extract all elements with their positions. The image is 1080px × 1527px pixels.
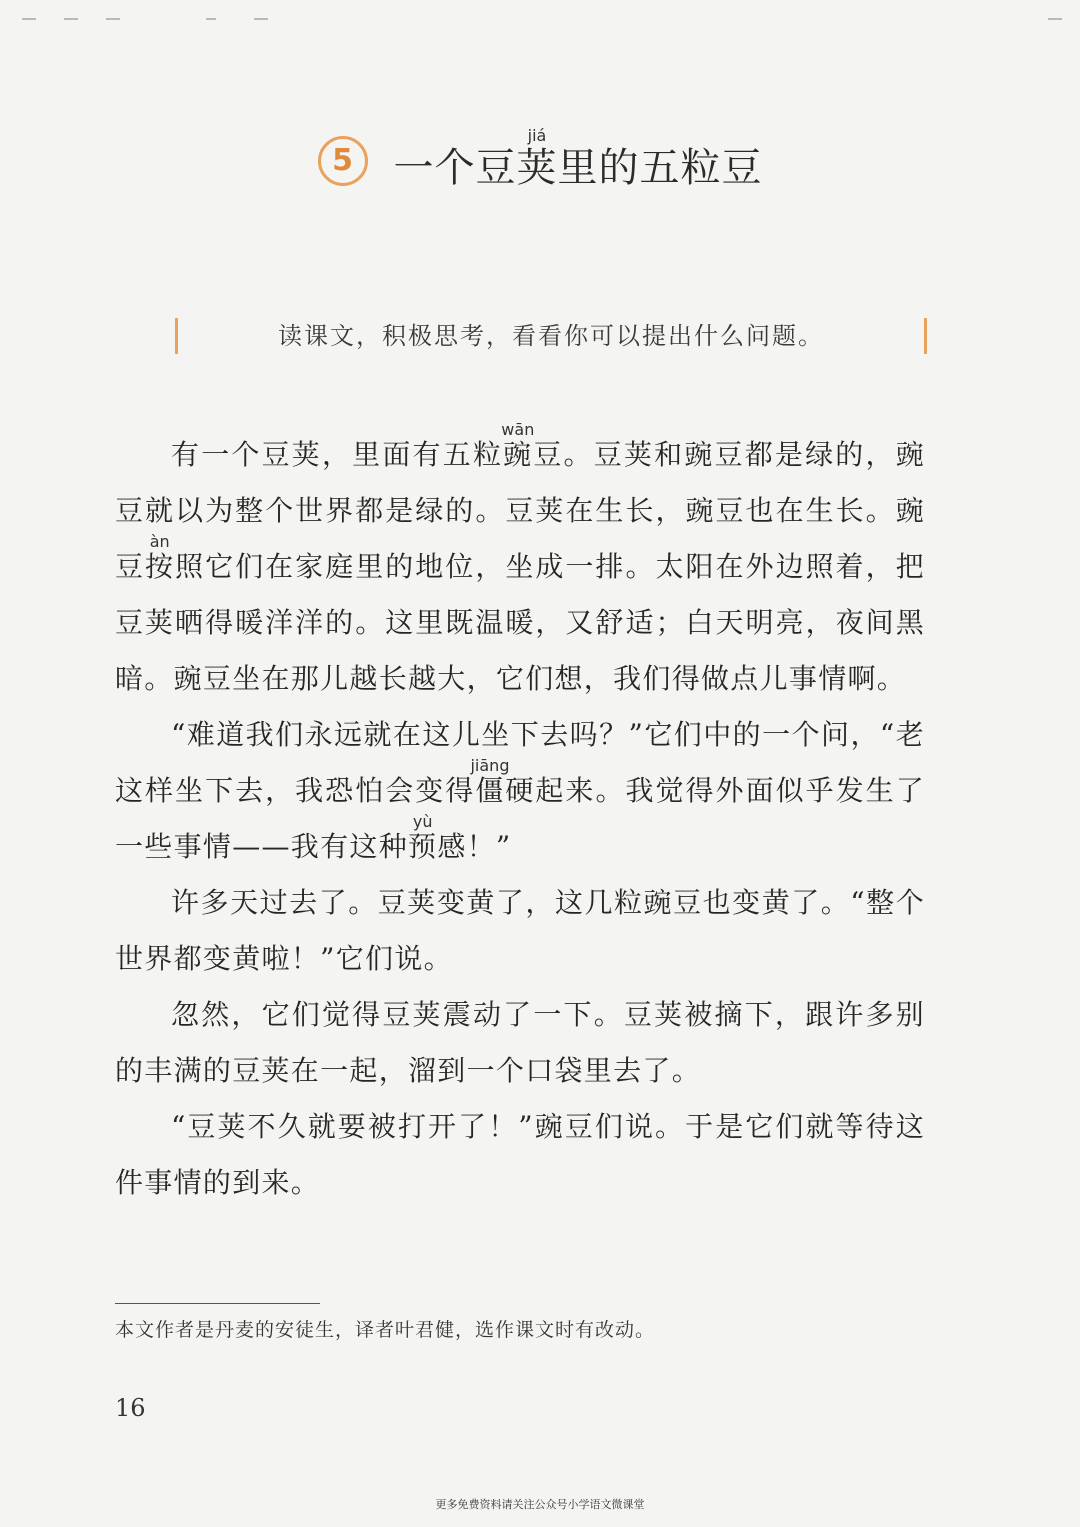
title-text: 里的五粒豆 (557, 145, 763, 191)
scan-mark (106, 18, 120, 20)
ruby-word: 预yù (408, 812, 438, 863)
scan-mark (22, 18, 36, 20)
paragraph-3: 许多天过去了。豆荚变黄了，这几粒豌豆也变黄了。“整个世界都变黄啦！”它们说。 (115, 886, 925, 975)
prompt-bar-right (924, 318, 927, 354)
lesson-title (394, 128, 763, 193)
paragraph-1: 有一个豆荚，里面有五粒豌wān豆。豆荚和豌豆都是绿的，豌豆就以为整个世界都是绿的。豆荚在生长，豌豆也在生长。豌豆按àn照它们在家庭里的地位，坐成一排。太阳在外边照着，把豆荚晒得暖洋洋的。这里既温暖，又舒适；白天明亮，夜间黑暗。豌豆坐在那儿越长越大，它们想，我们得做点儿事情啊。 (115, 420, 925, 695)
title-ruby: 荚jiá (516, 126, 558, 191)
title-text: 一个豆 (393, 145, 517, 191)
footnote: 本文作者是丹麦的安徒生，译者叶君健，选作课文时有改动。 (115, 1319, 656, 1341)
paragraph-5: “豆荚不久就要被打开了！”豌豆们说。于是它们就等待这件事情的到来。 (115, 1110, 925, 1199)
watermark-note: 更多免费资料请关注公众号小学语文微课堂 (435, 1498, 645, 1511)
pinyin-annotation: yù (408, 812, 438, 831)
pinyin-annotation: àn (145, 532, 175, 551)
pinyin-annotation: jiāng (470, 756, 510, 775)
ruby-word: 按àn (145, 532, 176, 583)
paragraph-2: “难道我们永远就在这儿坐下去吗？”它们中的一个问，“老这样坐下去，我恐怕会变得僵jiāng硬起来。我觉得外面似乎发生了一些事情——我有这种预yù感！” (115, 718, 926, 863)
footnote-divider (115, 1303, 320, 1304)
lesson-header (0, 128, 1080, 193)
scan-mark (206, 18, 216, 20)
scan-mark (1048, 18, 1062, 20)
prompt-text: 读课文，积极思考，看看你可以提出什么问题。 (278, 322, 824, 350)
ruby-word: 豌wān (501, 420, 535, 471)
paragraph-4: 忽然，它们觉得豆荚震动了一下。豆荚被摘下，跟许多别的丰满的豆荚在一起，溜到一个口袋里去了。 (115, 998, 925, 1087)
scan-mark (64, 18, 78, 20)
story-body (115, 422, 925, 1211)
pinyin-annotation: jiá (516, 126, 558, 145)
reading-prompt (175, 318, 927, 354)
scan-mark (254, 18, 268, 20)
ruby-word: 僵jiāng (470, 756, 510, 807)
page-number: 16 (115, 1394, 146, 1422)
lesson-number-badge: 5 (318, 136, 368, 186)
pinyin-annotation: wān (501, 420, 535, 439)
